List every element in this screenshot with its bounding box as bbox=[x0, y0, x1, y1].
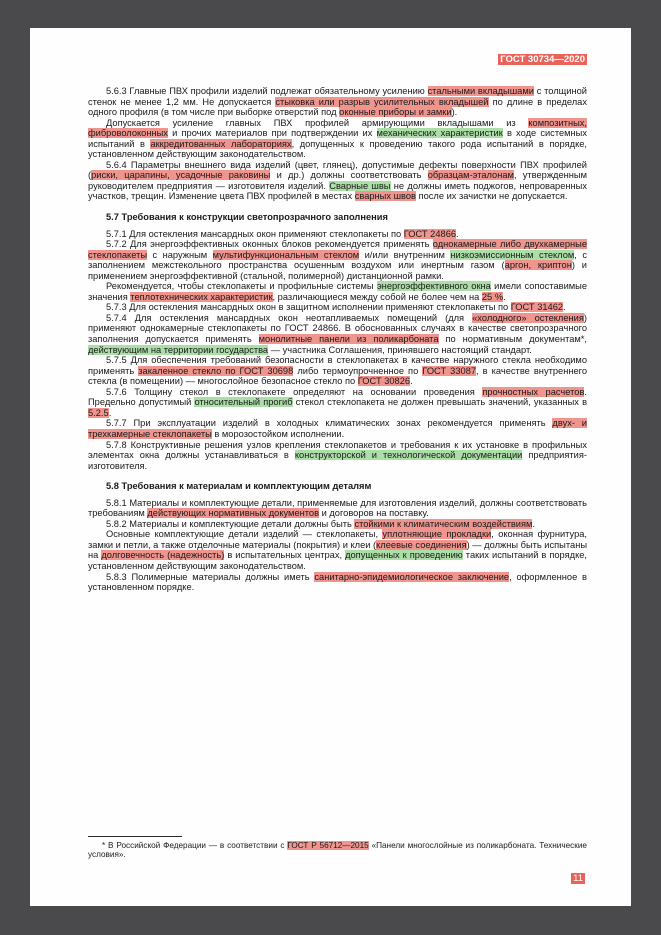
footnote-area bbox=[88, 836, 587, 884]
paragraph-5-8-1: 5.8.1 Материалы и комплектующие детали, применяемые для изготовления изделий, должны соответствовать требованиям действующих нормативных документов и договоров на поставку. bbox=[88, 497, 587, 519]
document-body bbox=[88, 86, 587, 593]
paragraph-5-6-3-cont: Допускается усиление главных ПВХ профилей армирующими вкладышами из композитных, фиброволоконных и прочих материалов при подтверждении их механических характеристик в ходе системных испытаний в аккредитованных лабораториях, допущенных к проведению такого рода испытаний в порядке, установленном действующим законодательством. bbox=[88, 117, 588, 160]
paragraph-5-7-1: 5.7.1 Для остекления мансардных окон применяют стеклопакеты по ГОСТ 24866. bbox=[106, 228, 459, 239]
paragraph-5-7-5: 5.7.5 Для обеспечения требований безопасности в стеклопакетах в качестве наружного стекла необходимо применять закаленное стекло по ГОСТ 30698 либо термоупрочненное по ГОСТ 33087, в качестве внутреннего стекла (в помещении) — многослойное безопасное стекло по ГОСТ 30826. bbox=[88, 355, 587, 387]
document-code: ГОСТ 30734—2020 bbox=[500, 54, 585, 65]
page-number bbox=[88, 873, 587, 884]
paragraph-5-7-7: 5.7.7 При эксплуатации изделий в холодных климатических зонах рекомендуется применять двух- и трехкамерные стеклопакеты в морозостойком исполнении. bbox=[88, 418, 587, 439]
paragraph-5-8-2-cont: Основные комплектующие детали изделий — стеклопакеты, уплотняющие прокладки, оконная фурнитура, замки и петли, а также отделочные материалы (покрытия) и клеи (клеевые соединения) — должны быть испытаны на долговечность (надежность) в испытательных центрах, допущенных к проведению таких испытаний в порядке, установленном действующим законодательством. bbox=[88, 529, 588, 571]
paragraph-5-7-2: 5.7.2 Для энергоэффективных оконных блоков рекомендуется применять однокамерные либо двухкамерные стеклопакеты с наружным мультифункциональным стеклом и/или внутренним низкоэмиссионным стеклом, с заполнением межстекольного пространства осушенным воздухом или инертным газом (аргон, криптон) и применением энергоэффективной (стальной, полимерной) дистанционной рамки. bbox=[88, 239, 588, 281]
footnote-divider bbox=[88, 836, 182, 837]
section-heading-5-7: 5.7 Требования к конструкции светопрозрачного заполнения bbox=[106, 212, 388, 223]
page-number-value: 11 bbox=[573, 873, 583, 884]
paragraph-5-8-2: 5.8.2 Материалы и комплектующие детали должны быть стойкими к климатическим воздействиям. bbox=[106, 518, 535, 529]
paragraph-5-7-3: 5.7.3 Для остекления мансардных окон в защитном исполнении применяют стеклопакеты по ГОСТ 31462. bbox=[106, 302, 566, 313]
footnote: * В Российской Федерации — в соответствии с ГОСТ Р 56712—2015 «Панели многослойные из поликарбоната. Технические условия». bbox=[88, 840, 587, 860]
paragraph-5-7-2-note: Рекомендуется, чтобы стеклопакеты и профильные системы энергоэффективного окна имели сопоставимые значения теплотехнических характеристик, различающиеся между собой не более чем на 25 %. bbox=[88, 281, 588, 302]
paragraph-5-7-8: 5.7.8 Конструктивные решения узлов крепления стеклопакетов и требования к их установке в профильных элементах окна должны устанавливаться в конструкторской и технологической документации предприятия-изготовителя. bbox=[88, 439, 587, 471]
paragraph-5-7-4: 5.7.4 Для остекления мансардных окон неотапливаемых помещений (для «холодного» остекления) применяют однокамерные стеклопакеты по ГОСТ 24866. В обоснованных случаях в качестве светопрозрачного заполнения допускается применять монолитные панели из поликарбоната по нормативным документам*, действующим на территории государства — участника Соглашения, принявшего настоящий стандарт. bbox=[88, 312, 587, 355]
page-header bbox=[88, 54, 587, 66]
paragraph-5-6-4: 5.6.4 Параметры внешнего вида изделий (цвет, глянец), допустимые дефекты поверхности ПВХ профилей (риски, царапины, усадочные раковины и др.) должны соответствовать образцам-эталонам, утвержденным руководителем предприятия — изготовителя изделий. Сварные швы не должны иметь поджогов, непроваренных участков, трещин. Изменение цвета ПВХ профилей в местах сварных швов после их зачистки не допускается. bbox=[88, 159, 587, 202]
paragraph-5-8-3: 5.8.3 Полимерные материалы должны иметь санитарно-эпидемиологическое заключение, оформленное в установленном порядке. bbox=[88, 571, 587, 593]
document-page bbox=[30, 28, 631, 906]
paragraph-5-7-6: 5.7.6 Толщину стекол в стеклопакете определяют на основании проведения прочностных расчетов. Предельно допустимый относительный прогиб стекол стеклопакета не должен превышать значений, указанных в 5.2.5. bbox=[88, 386, 588, 418]
paragraph-5-6-3: 5.6.3 Главные ПВХ профили изделий подлежат обязательному усилению стальными вкладышами с толщиной стенок не менее 1,2 мм. Не допускается стыковка или разрыв усилительных вкладышей по длине в пределах одного профиля (в том числе при выборке отверстий под оконные приборы и замки). bbox=[88, 86, 588, 118]
section-heading-5-8: 5.8 Требования к материалам и комплектующим деталям bbox=[106, 481, 372, 492]
